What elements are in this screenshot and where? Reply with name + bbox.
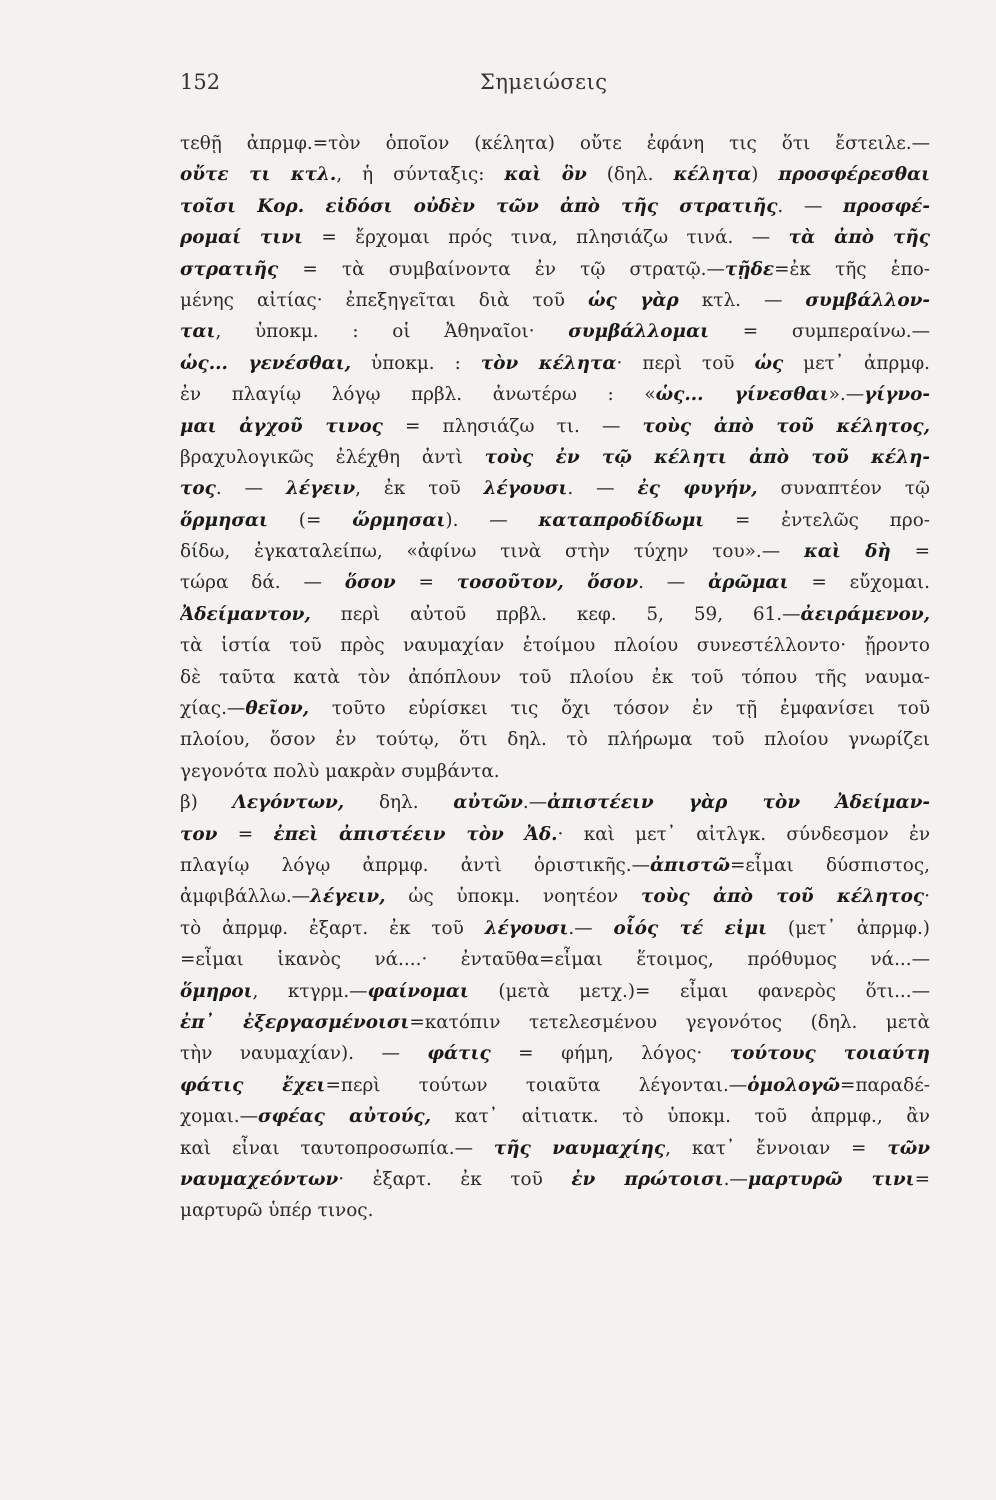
- emphasized-term: ἐς φυγήν,: [637, 478, 758, 500]
- text-run: . —: [777, 195, 844, 217]
- text-line: [180, 128, 930, 159]
- text-run: ἀμφιβάλλω.—: [180, 886, 311, 908]
- text-run: . —: [567, 478, 638, 500]
- text-line: [180, 505, 930, 536]
- text-run: (=: [267, 509, 353, 531]
- text-run: δίδω, ἐγκαταλείπω, «ἀφίνω τινὰ στὴν τύχην του».—: [180, 541, 804, 563]
- emphasized-term: μαι ἀγχοῦ τινος: [180, 415, 383, 437]
- emphasized-term: γίγνο-: [864, 384, 930, 406]
- emphasized-term: Λεγόντων,: [232, 792, 345, 814]
- emphasized-term: ὥρμησαι: [352, 509, 446, 531]
- text-run: = φήμη, λόγος·: [490, 1043, 730, 1065]
- emphasized-term: οὔτε τι κτλ.: [180, 164, 337, 186]
- text-line: [180, 850, 930, 881]
- emphasized-term: τος: [180, 478, 216, 500]
- emphasized-term: κέλητα: [673, 164, 752, 186]
- body-text: [180, 128, 930, 1227]
- text-line: [180, 1164, 930, 1195]
- text-run: ). —: [445, 509, 539, 531]
- emphasized-term: λέγουσι: [484, 917, 569, 939]
- emphasized-term: τῆς ναυμαχίης: [493, 1137, 666, 1159]
- text-run: .—: [568, 917, 614, 939]
- text-run: , κατ᾽ ἔννοιαν =: [665, 1137, 888, 1159]
- text-line: [180, 536, 930, 567]
- text-run: · καὶ μετ᾽ αἰτλγκ. σύνδεσμον ἐν: [557, 823, 930, 845]
- emphasized-term: συμβάλλον-: [805, 289, 930, 311]
- text-run: =κατόπιν τετελεσμένου γεγονότος (δηλ. μετὰ: [409, 1011, 930, 1033]
- text-run: καὶ εἶναι ταυτοπροσωπία.—: [180, 1137, 494, 1159]
- text-line: [180, 787, 930, 818]
- text-run: =: [395, 572, 457, 594]
- text-run: =: [217, 823, 274, 845]
- emphasized-term: μαρτυρῶ τινι: [747, 1168, 915, 1190]
- emphasized-term: ἀειράμενον,: [800, 603, 930, 625]
- text-run: μετ᾽ ἀπρμφ.: [783, 352, 930, 374]
- text-run: ἐν πλαγίῳ λόγῳ πρβλ. ἀνωτέρω : «: [180, 384, 656, 406]
- text-run: = συμπεραίνω.—: [709, 321, 930, 343]
- text-run: τὸ ἀπρμφ. ἐξαρτ. ἐκ τοῦ: [180, 917, 485, 939]
- text-line: [180, 285, 930, 316]
- emphasized-term: σφέας αὐτούς,: [258, 1106, 431, 1128]
- text-run: δὲ ταῦτα κατὰ τὸν ἀπόπλουν τοῦ πλοίου ἐκ τοῦ τόπου τῆς ναυμα-: [180, 666, 930, 688]
- text-run: . —: [215, 478, 287, 500]
- emphasized-term: τῇδε: [724, 258, 775, 280]
- text-line: [180, 222, 930, 253]
- text-run: γεγονότα πολὺ μακρὰν συμβάντα.: [180, 760, 500, 782]
- emphasized-term: ὁμολογῶ: [747, 1074, 841, 1096]
- text-line: [180, 944, 930, 975]
- emphasized-term: ὡς γὰρ: [587, 289, 679, 311]
- text-line: [180, 756, 930, 787]
- emphasized-term: ὡς... γίνεσθαι: [655, 384, 829, 406]
- text-run: =ἐκ τῆς ἑπο-: [774, 258, 930, 280]
- text-line: [180, 567, 930, 598]
- text-run: .—: [522, 792, 548, 814]
- emphasized-term: ἐπ᾽ ἐξεργασμένοισι: [180, 1011, 410, 1033]
- text-run: =εἶμαι ἱκανὸς νά....· ἐνταῦθα=εἶμαι ἕτοιμος, πρόθυμος νά...—: [180, 949, 930, 971]
- emphasized-term: τοὺς ἐν τῷ κέλητι ἀπὸ τοῦ κέλη-: [484, 446, 930, 468]
- text-run: κατ᾽ αἰτιατκ. τὸ ὑποκμ. τοῦ ἀπρμφ., ἂν: [430, 1106, 930, 1128]
- text-run: (μετὰ μετχ.)= εἶμαι φανερὸς ὅτι...—: [468, 980, 930, 1002]
- emphasized-term: ὅρμησαι: [180, 509, 268, 531]
- text-run: ὡς ὑποκμ. νοητέον: [385, 886, 642, 908]
- text-line: [180, 473, 930, 504]
- text-run: δηλ.: [344, 792, 454, 814]
- text-line: [180, 191, 930, 222]
- text-run: πλαγίῳ λόγῳ ἀπρμφ. ἀντὶ ὁριστικῆς.—: [180, 854, 651, 876]
- text-run: τοῦτο εὑρίσκει τις ὄχι τόσον ἐν τῇ ἐμφανίσει τοῦ: [309, 698, 930, 720]
- emphasized-term: καὶ δὴ: [803, 541, 891, 563]
- emphasized-term: προσφέρεσθαι: [778, 164, 930, 186]
- emphasized-term: τον: [180, 823, 218, 845]
- emphasized-term: τοὺς ἀπὸ τοῦ κέλητος: [641, 886, 925, 908]
- text-line: [180, 1133, 930, 1164]
- text-line: [180, 411, 930, 442]
- text-line: [180, 819, 930, 850]
- text-run: β): [180, 792, 233, 814]
- text-run: μένης αἰτίας· ἐπεξηγεῖται διὰ τοῦ: [180, 289, 588, 311]
- emphasized-term: λέγειν: [286, 478, 356, 500]
- emphasized-term: τὰ ἀπὸ τῆς: [788, 227, 930, 249]
- text-line: [180, 1070, 930, 1101]
- text-run: τὰ ἱστία τοῦ πρὸς ναυμαχίαν ἑτοίμου πλοίου συνεστέλλοντο· ᾔροντο: [180, 635, 930, 657]
- text-run: = ἐντελῶς προ-: [704, 509, 930, 531]
- text-run: =: [914, 1168, 930, 1190]
- text-run: (μετ᾽ ἀπρμφ.): [767, 917, 930, 939]
- page-number: 152: [180, 70, 221, 94]
- text-run: ): [751, 164, 779, 186]
- emphasized-term: τούτους τοιαύτη: [729, 1043, 930, 1065]
- text-line: [180, 630, 930, 661]
- text-line: [180, 159, 930, 190]
- emphasized-term: φάτις: [427, 1043, 491, 1065]
- text-run: , ἡ σύνταξις:: [336, 164, 505, 186]
- emphasized-term: ναυμαχεόντων: [180, 1168, 339, 1190]
- emphasized-term: λέγουσι: [483, 478, 568, 500]
- text-run: , ὑποκμ. : οἱ Ἀθηναῖοι·: [215, 321, 569, 343]
- text-run: συναπτέον τῷ: [757, 478, 930, 500]
- text-line: [180, 976, 930, 1007]
- emphasized-term: καὶ ὃν: [504, 164, 587, 186]
- text-line: [180, 913, 930, 944]
- emphasized-term: τῶν: [887, 1137, 930, 1159]
- text-line: [180, 254, 930, 285]
- text-line: [180, 724, 930, 755]
- emphasized-term: Ἀδείμαντον,: [180, 603, 311, 625]
- text-run: .—: [723, 1168, 748, 1190]
- running-title: Σημειώσεις: [480, 70, 608, 94]
- emphasized-term: στρατιῆς: [180, 258, 279, 280]
- text-run: τώρα δά. —: [180, 572, 345, 594]
- text-run: · περὶ τοῦ: [616, 352, 755, 374]
- text-line: [180, 316, 930, 347]
- text-run: κτλ. —: [678, 289, 806, 311]
- text-run: μαρτυρῶ ὑπέρ τινος.: [180, 1200, 374, 1222]
- text-run: = εὔχομαι.: [788, 572, 930, 594]
- text-run: =παραδέ-: [840, 1074, 930, 1096]
- emphasized-term: ὅσον: [344, 572, 396, 594]
- emphasized-term: προσφέ-: [843, 195, 930, 217]
- text-line: [180, 693, 930, 724]
- text-run: , κτγρμ.—: [252, 980, 368, 1002]
- emphasized-term: ὅμηροι: [180, 980, 253, 1002]
- text-line: [180, 881, 930, 912]
- text-line: [180, 1007, 930, 1038]
- emphasized-term: ται: [180, 321, 216, 343]
- text-line: [180, 1101, 930, 1132]
- emphasized-term: τὸν κέλητα: [480, 352, 617, 374]
- text-line: [180, 442, 930, 473]
- emphasized-term: ἀρῶμαι: [708, 572, 789, 594]
- text-line: [180, 379, 930, 410]
- text-line: [180, 599, 930, 630]
- emphasized-term: λέγειν,: [310, 886, 386, 908]
- emphasized-term: ἐπεὶ ἀπιστέειν τὸν Ἀδ.: [273, 823, 558, 845]
- text-run: τεθῇ ἀπρμφ.=τὸν ὁποῖον (κέλητα) οὔτε ἐφάνη τις ὅτι ἔστειλε.—: [180, 133, 930, 154]
- text-run: =εἶμαι δύσπιστος,: [730, 854, 930, 876]
- text-run: = ἔρχομαι πρός τινα, πλησιάζω τινά. —: [302, 227, 789, 249]
- emphasized-term: αὐτῶν: [453, 792, 523, 814]
- text-run: (δηλ.: [586, 164, 674, 186]
- emphasized-term: καταπροδίδωμι: [538, 509, 705, 531]
- text-run: χομαι.—: [180, 1106, 259, 1128]
- emphasized-term: ἐν πρώτοισι: [571, 1168, 724, 1190]
- text-run: =περὶ τούτων τοιαῦτα λέγονται.—: [325, 1074, 748, 1096]
- text-run: · ἐξαρτ. ἐκ τοῦ: [338, 1168, 572, 1190]
- text-run: ·: [924, 886, 930, 908]
- text-run: , ἐκ τοῦ: [355, 478, 484, 500]
- emphasized-term: ὡς: [754, 352, 784, 374]
- text-run: ».—: [828, 384, 865, 406]
- emphasized-term: τοὺς ἀπὸ τοῦ κέλητος,: [642, 415, 930, 437]
- text-run: = τὰ συμβαίνοντα ἐν τῷ στρατῷ.—: [278, 258, 725, 280]
- text-run: = πλησιάζω τι. —: [382, 415, 643, 437]
- emphasized-term: οἷός τέ εἰμι: [613, 917, 768, 939]
- text-run: τὴν ναυμαχίαν). —: [180, 1043, 428, 1065]
- emphasized-term: τοσοῦτον, ὅσον: [456, 572, 639, 594]
- emphasized-term: ἀπιστέειν γὰρ τὸν Ἀδείμαν-: [547, 792, 930, 814]
- text-run: ὑποκμ. :: [351, 352, 481, 374]
- emphasized-term: ἀπιστῶ: [650, 854, 730, 876]
- text-run: . —: [638, 572, 709, 594]
- emphasized-term: θεῖον,: [245, 698, 310, 720]
- emphasized-term: ρομαί τινι: [180, 227, 303, 249]
- text-line: [180, 1038, 930, 1069]
- text-run: βραχυλογικῶς ἐλέχθη ἀντὶ: [180, 446, 485, 468]
- emphasized-term: συμβάλλομαι: [568, 321, 709, 343]
- emphasized-term: τοῖσι Κορ. εἰδόσι οὐδὲν τῶν ἀπὸ τῆς στρατιῆς: [180, 195, 778, 217]
- text-run: χίας.—: [180, 698, 246, 720]
- text-line: [180, 662, 930, 693]
- text-line: [180, 348, 930, 379]
- text-run: =: [890, 541, 930, 563]
- emphasized-term: φαίνομαι: [367, 980, 469, 1002]
- text-run: πλοίου, ὅσον ἐν τούτῳ, ὅτι δηλ. τὸ πλήρωμα τοῦ πλοίου γνωρίζει: [180, 729, 930, 751]
- text-line: [180, 1195, 930, 1226]
- text-run: περὶ αὐτοῦ πρβλ. κεφ. 5, 59, 61.—: [310, 603, 801, 625]
- emphasized-term: φάτις ἔχει: [180, 1074, 326, 1096]
- emphasized-term: ὡς... γενέσθαι,: [180, 352, 352, 374]
